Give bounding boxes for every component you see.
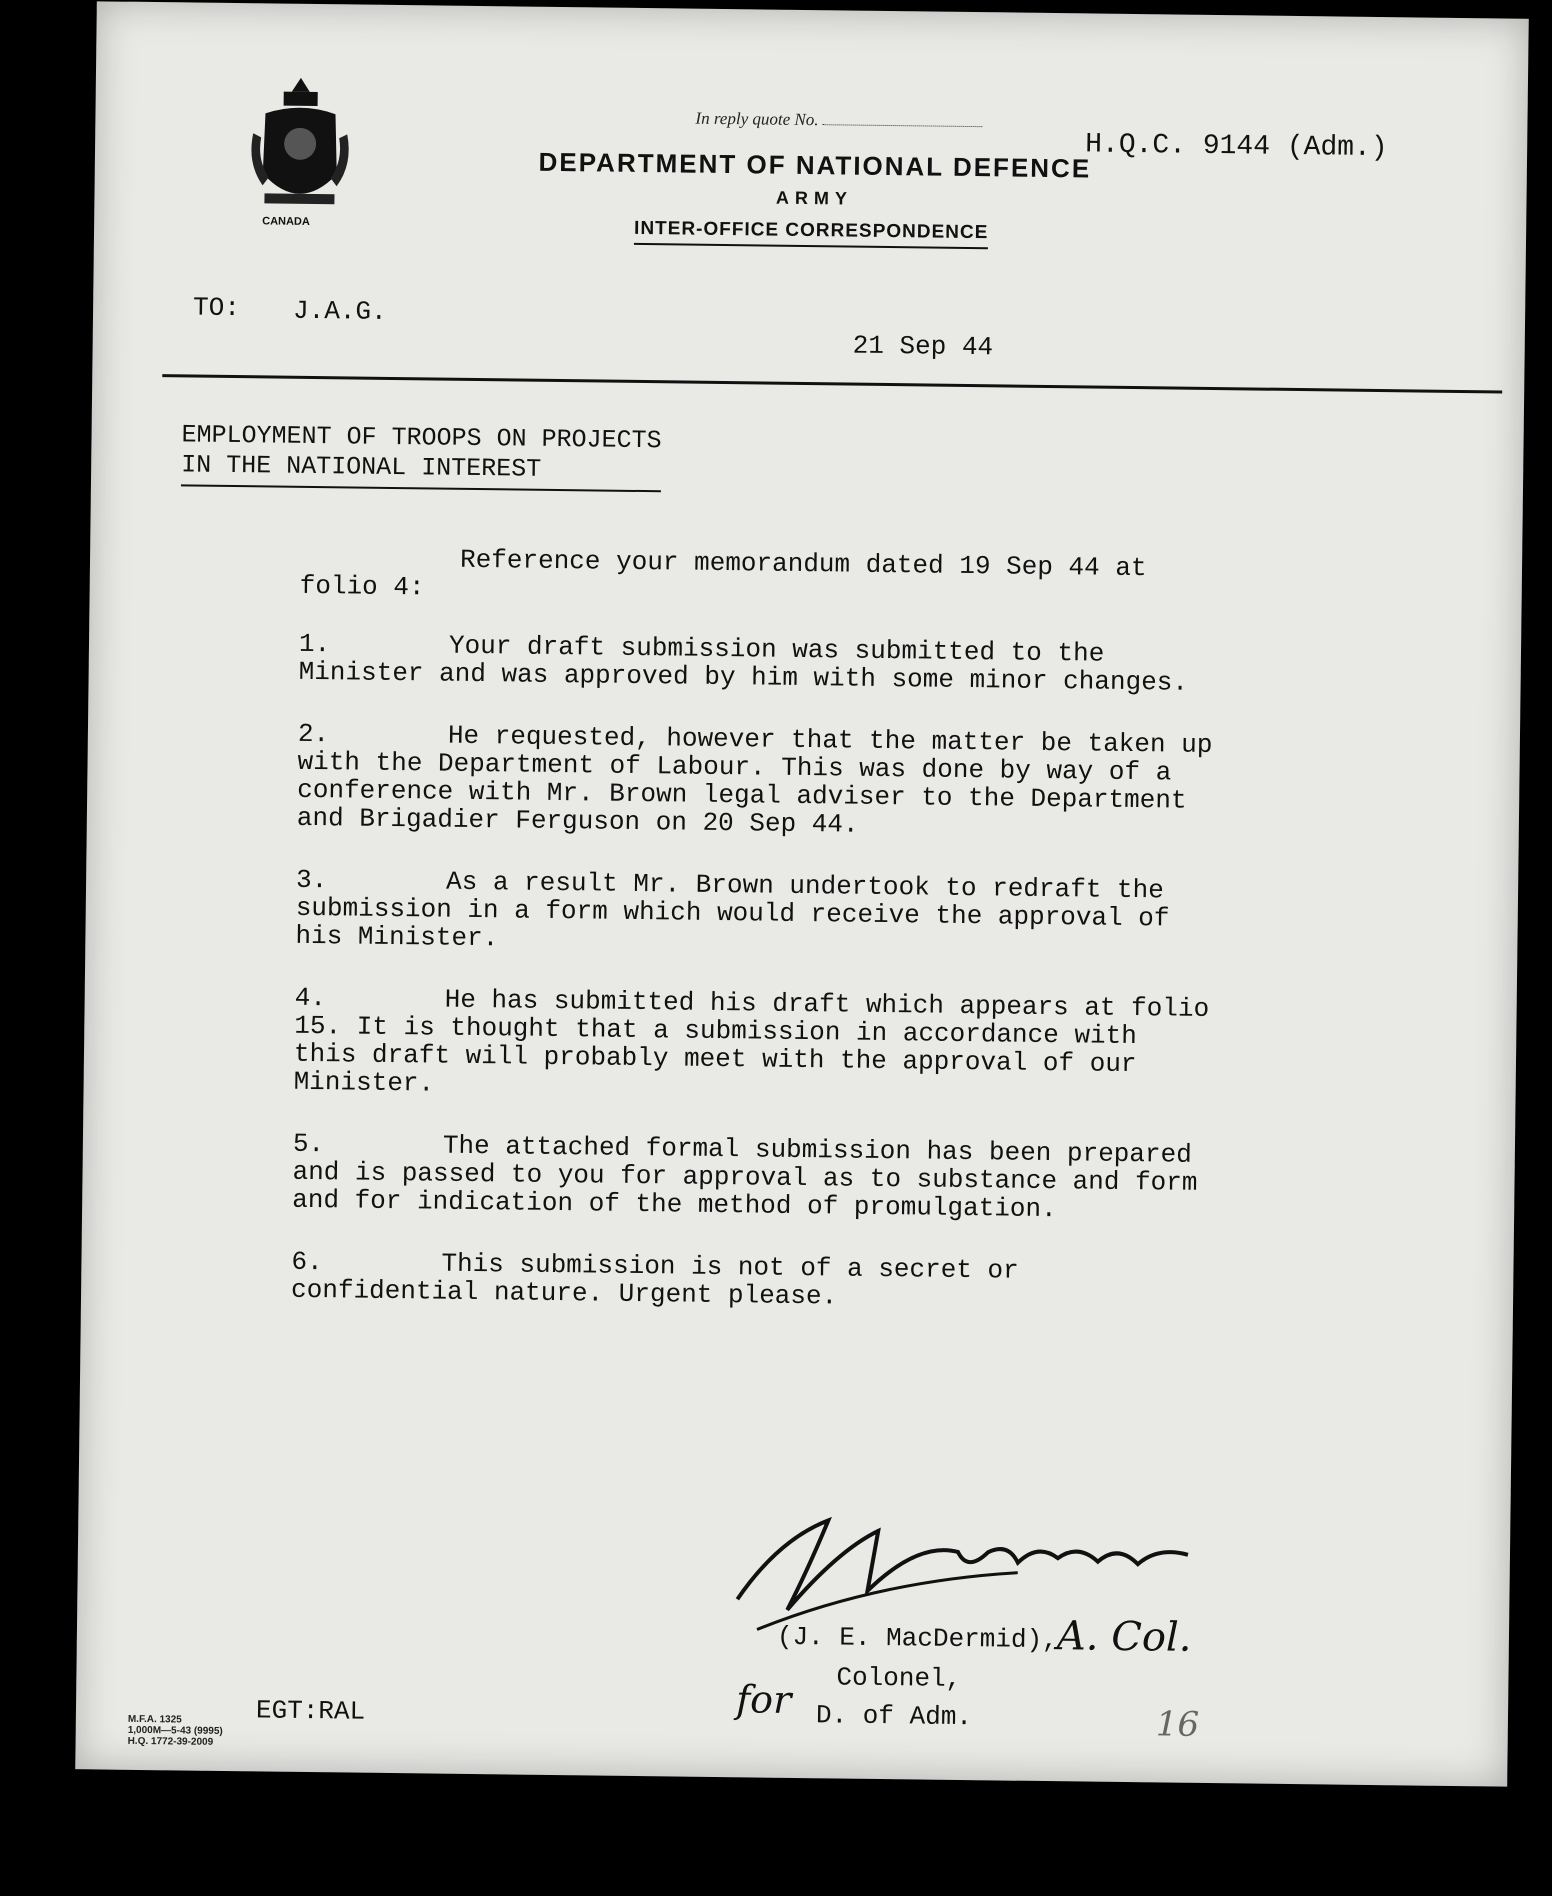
signatory-rank: Colonel,: [836, 1662, 962, 1695]
subject-line-2: IN THE NATIONAL INTEREST: [181, 450, 542, 484]
paragraph-3: [295, 866, 1216, 961]
divider: [162, 374, 1502, 393]
branch-title: ARMY: [775, 187, 854, 209]
paragraph-number: 4.: [294, 982, 327, 1014]
paragraph-text: This submission is not of a secret or confidential nature. Urgent please.: [290, 1248, 1019, 1312]
paragraph-text: He requested, however that the matter be taken up with the Department of Labour. This was done by way of a conference with Mr. Brown legal adviser to the Department and Brigadier Ferguson on 20 Sep 44.: [296, 720, 1213, 840]
form-identifier: M.F.A. 1325 1,000M—5-43 (9995) H.Q. 1772-39-2009: [127, 1713, 223, 1748]
paragraph-text: The attached formal submission has been prepared and is passed to you for approval as to substance and form and for indication of the method of promulgation.: [292, 1130, 1198, 1225]
subject-line-1: EMPLOYMENT OF TROOPS ON PROJECTS: [181, 420, 662, 456]
memo-body: [291, 544, 1221, 1349]
paragraph-number: 2.: [297, 718, 330, 750]
crest-label: CANADA: [262, 215, 310, 228]
document-page: [75, 1, 1528, 1786]
document-type: INTER-OFFICE CORRESPONDENCE: [634, 218, 989, 249]
reply-quote-prompt: In reply quote No.: [695, 109, 982, 133]
paragraph-5: [292, 1130, 1213, 1225]
reference-line: Reference your memorandum dated 19 Sep 44 at folio 4:: [299, 544, 1147, 603]
paragraph-text: As a result Mr. Brown undertook to redraft the submission in a form which would receive the approval of his Minister.: [295, 866, 1170, 954]
paragraph-6: [291, 1248, 1212, 1315]
handwritten-for: for: [735, 1677, 792, 1722]
paragraph-text: He has submitted his draft which appears at folio 15. It is thought that a submission in accordance with this draft will probably meet with the approval of our Minister.: [293, 984, 1210, 1099]
subject-heading: [181, 420, 662, 492]
folio-number: 16: [1155, 1704, 1200, 1745]
paragraph-text: Your draft submission was submitted to the Minister and was approved by him with some minor changes.: [298, 630, 1189, 698]
paragraph-number: 6.: [291, 1246, 323, 1278]
paragraph-number: 3.: [295, 864, 328, 896]
paragraph-4: [293, 984, 1214, 1107]
to-label: TO:: [192, 292, 241, 324]
document-date: 21 Sep 44: [852, 330, 994, 363]
handwritten-rank: A. Col.: [1056, 1613, 1192, 1661]
signatory-office: D. of Adm.: [815, 1700, 973, 1733]
typist-initials: EGT:RAL: [255, 1695, 366, 1727]
paragraph-number: 5.: [292, 1128, 325, 1160]
paragraph-2: [297, 720, 1218, 843]
paragraph-number: 1.: [298, 628, 331, 660]
canada-crest-icon: [244, 73, 356, 224]
file-reference: H.Q.C. 9144 (Adm.): [1084, 129, 1388, 165]
signatory-name: (J. E. MacDermid),: [776, 1621, 1058, 1656]
department-title: DEPARTMENT OF NATIONAL DEFENCE: [538, 146, 1092, 184]
paragraph-1: [299, 630, 1220, 697]
recipient: J.A.G.: [292, 295, 387, 327]
